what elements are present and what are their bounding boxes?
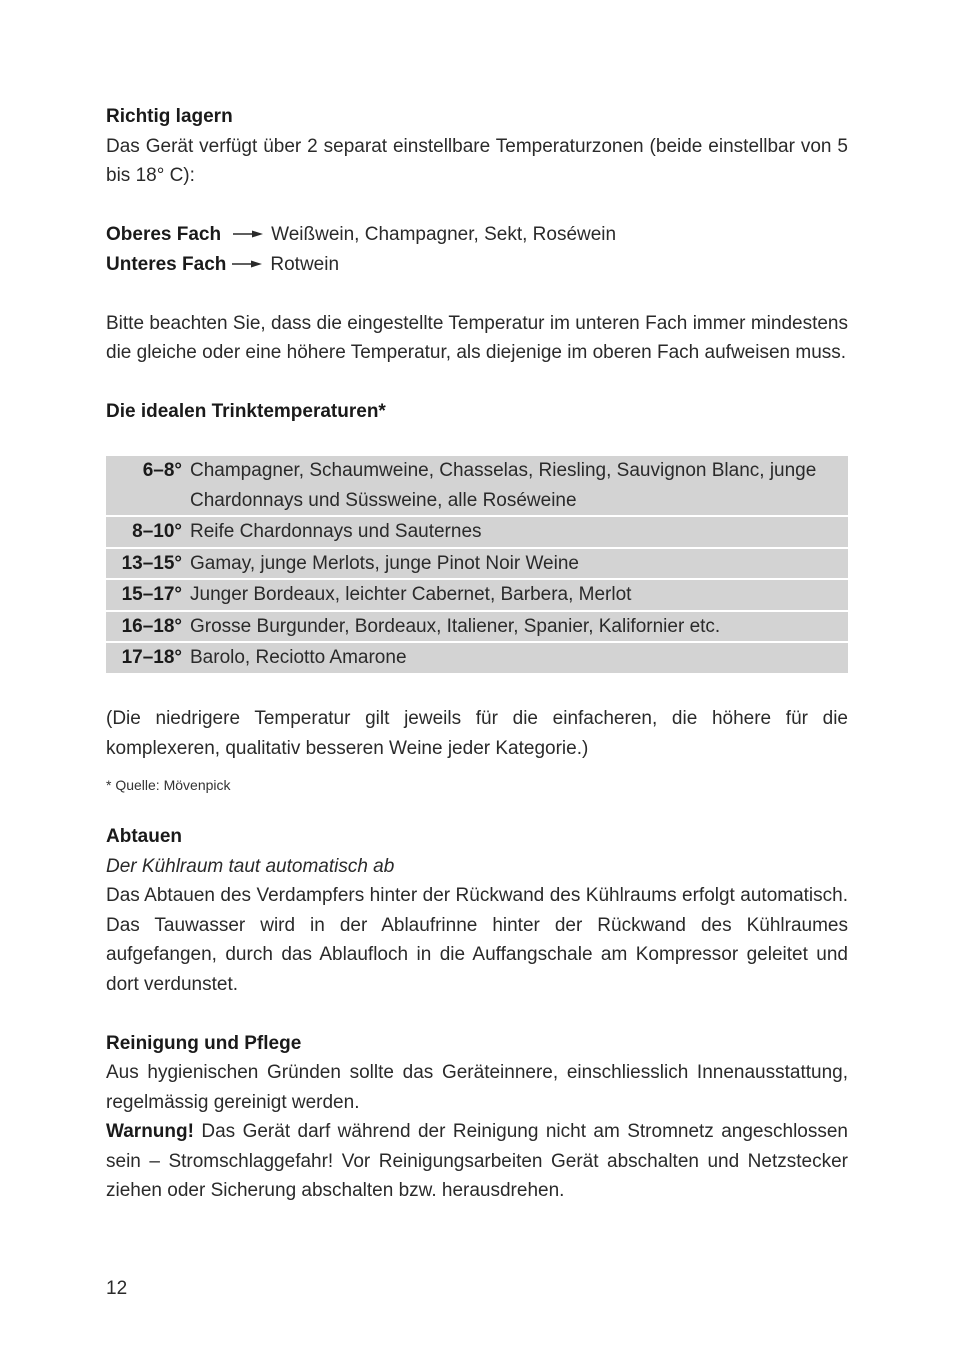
- defrost-subheading: Der Kühlraum taut automatisch ab: [106, 855, 395, 877]
- storage-intro: Das Gerät verfügt über 2 separat einstellbare Temperaturzonen (beide einstellbar von 5 bis 18° C):: [106, 135, 848, 186]
- defrost-body: Das Abtauen des Verdampfers hinter der Rückwand des Kühlraums erfolgt automatisch. Das Tauwasser wird in der Ablaufrinne hinter der Rückwand des Kühlraumes aufgefangen, durch das Ablaufloch in die Auffangschale am Kompressor geleitet und dort verdunstet.: [106, 885, 848, 995]
- temperature-cell: 13–15°: [106, 548, 190, 580]
- table-row: [106, 642, 848, 674]
- lower-compartment-label: Unteres Fach: [106, 253, 227, 275]
- cleaning-body: Aus hygienischen Gründen sollte das Geräteinnere, einschliesslich Innenausstattung, regelmässig gereinigt werden.: [106, 1062, 848, 1113]
- upper-compartment-value: Weißwein, Champagner, Sekt, Roséwein: [271, 224, 617, 245]
- table-row: [106, 579, 848, 611]
- arrow-right-icon: [233, 229, 263, 239]
- table-row: [106, 456, 848, 516]
- wines-cell: Gamay, junge Merlots, junge Pinot Noir Weine: [190, 548, 848, 580]
- table-row: [106, 516, 848, 548]
- wines-cell: Grosse Burgunder, Bordeaux, Italiener, Spanier, Kalifornier etc.: [190, 611, 848, 643]
- page-content: [106, 102, 848, 1206]
- cleaning-heading: Reinigung und Pflege: [106, 1032, 302, 1054]
- wines-cell: Junger Bordeaux, leichter Cabernet, Barbera, Merlot: [190, 579, 848, 611]
- temps-explanation: (Die niedrigere Temperatur gilt jeweils für die einfacheren, die höhere für die komplexeren, qualitativ besseren Weine jeder Kategorie.): [106, 708, 848, 759]
- defrost-heading: Abtauen: [106, 826, 182, 847]
- wines-cell: Barolo, Reciotto Amarone: [190, 642, 848, 674]
- lower-compartment-value: Rotwein: [270, 253, 340, 275]
- table-row: [106, 548, 848, 580]
- upper-compartment-label: Oberes Fach: [106, 224, 222, 245]
- temperature-cell: 17–18°: [106, 642, 190, 674]
- storage-note: Bitte beachten Sie, dass die eingestellte Temperatur im unteren Fach immer mindestens die gleiche oder eine höhere Temperatur, als diejenige im oberen Fach aufweisen muss.: [106, 312, 848, 363]
- temperature-cell: 16–18°: [106, 611, 190, 643]
- table-row: [106, 611, 848, 643]
- wines-cell: Champagner, Schaumweine, Chasselas, Riesling, Sauvignon Blanc, junge Chardonnays und Süssweine, alle Roséweine: [190, 456, 848, 516]
- cleaning-warning: [106, 1117, 848, 1206]
- warning-text: Das Gerät darf während der Reinigung nicht am Stromnetz angeschlossen sein – Stromschlaggefahr! Vor Reinigungsarbeiten Gerät abschalten und Netzstecker ziehen oder Sicherung abschalten bzw. herausdrehen.: [106, 1121, 848, 1201]
- arrow-right-icon: [232, 259, 262, 269]
- upper-compartment-row: [106, 220, 848, 250]
- storage-heading: Richtig lagern: [106, 106, 233, 127]
- page-number: 12: [106, 1278, 128, 1299]
- drinking-temps-table: [106, 456, 848, 675]
- lower-compartment-row: [106, 250, 848, 280]
- drinking-temps-heading: Die idealen Trinktemperaturen*: [106, 401, 386, 422]
- temperature-cell: 8–10°: [106, 516, 190, 548]
- temperature-cell: 15–17°: [106, 579, 190, 611]
- warning-label: Warnung!: [106, 1121, 194, 1142]
- source-footnote: * Quelle: Mövenpick: [106, 777, 231, 793]
- wines-cell: Reife Chardonnays und Sauternes: [190, 516, 848, 548]
- temperature-cell: 6–8°: [106, 456, 190, 516]
